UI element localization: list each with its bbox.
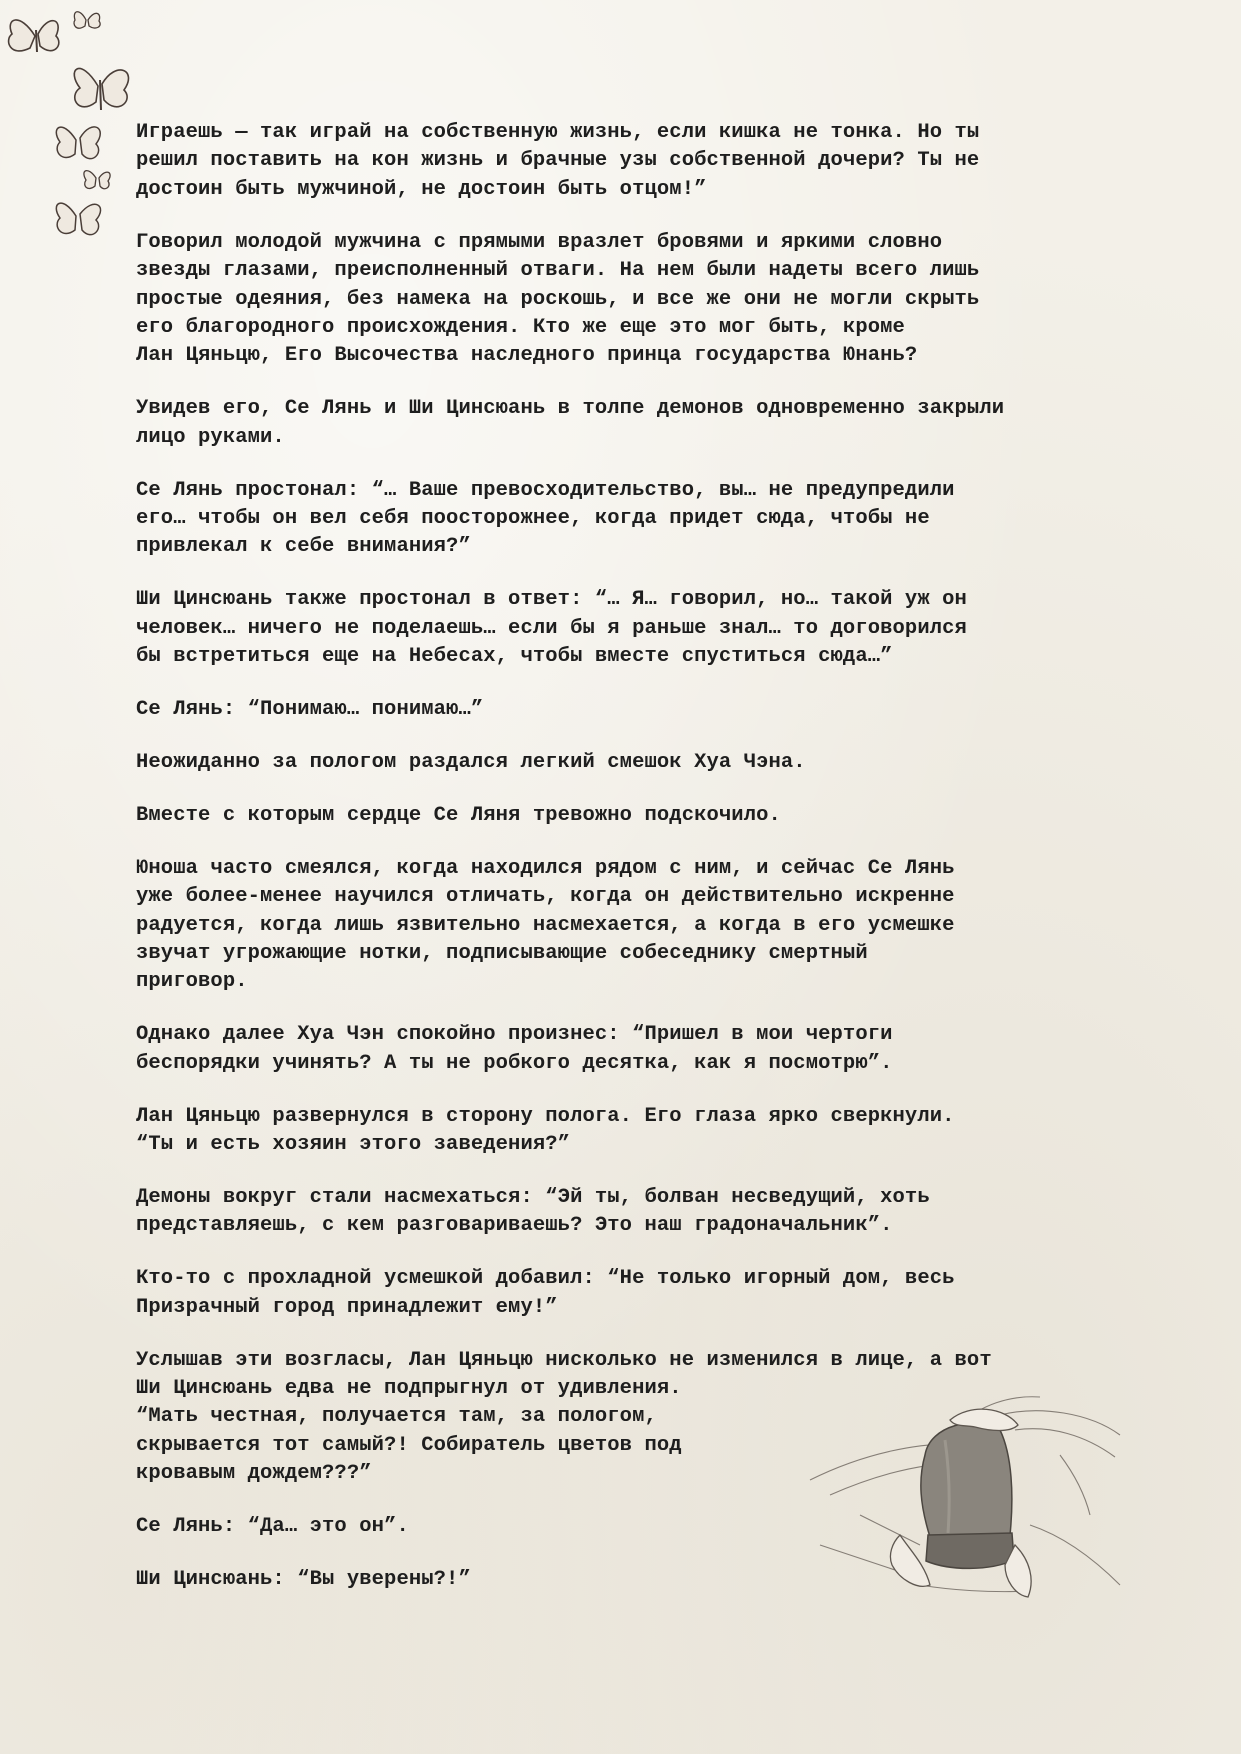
butterfly-icon [9,20,59,52]
text-line: Се Лянь: “Понимаю… понимаю…” [136,698,484,721]
text-line: радуется, когда лишь язвительно насмехается, а когда в его усмешке [136,913,955,937]
text-line: Говорил молодой мужчина с прямыми вразлет бровями и яркими словно [136,230,943,254]
text-line: приговор. [136,970,248,994]
paragraph [136,1103,1122,1160]
text-line: скрывается тот самый?! Собиратель цветов под [136,1433,682,1457]
paragraph [136,395,1122,452]
paragraph [136,696,1122,724]
paragraph [136,855,1122,997]
text-line: Демоны вокруг стали насмехаться: “Эй ты, болван несведущий, хоть [136,1185,930,1209]
paragraph [136,1184,1122,1241]
text-line: Ши Цинсюань едва не подпрыгнул от удивления. [136,1376,682,1400]
text-line: Услышав эти возгласы, Лан Цяньцю нисколько не изменился в лице, а вот [136,1348,992,1372]
paragraph [136,477,1122,562]
butterfly-icon [74,69,128,110]
butterfly-icon [56,203,100,235]
paragraph [136,586,1122,671]
paragraph [136,119,1122,204]
hands-cup-sketch-icon [800,1385,1130,1605]
text-line: звучат угрожающие нотки, подписывающие собеседнику смертный [136,941,868,965]
text-line: Се Лянь: “Да… это он”. [136,1515,409,1539]
text-line: его благородного происхождения. Кто же еще это мог быть, кроме [136,315,905,339]
butterfly-icon [84,171,110,189]
text-line: Вместе с которым сердце Се Ляня тревожно подскочило. [136,803,781,827]
text-line: Се Лянь простонал: “… Ваше превосходительство, вы… не предупредили [136,478,955,502]
butterfly-icon [74,12,100,28]
text-line: “Мать честная, получается там, за пологом, [136,1405,657,1429]
text-line: “Ты и есть хозяин этого заведения?” [136,1132,571,1156]
text-line: Однако далее Хуа Чэн спокойно произнес: “Пришел в мои чертоги [136,1023,893,1047]
text-line: Призрачный город принадлежит ему!” [136,1295,558,1319]
text-line: Лан Цяньцю развернулся в сторону полога. Его глаза ярко сверкнули. [136,1104,955,1128]
butterfly-icon [56,127,100,159]
text-line: Ши Цинсюань: “Вы уверены?!” [136,1567,471,1591]
text-line: Кто-то с прохладной усмешкой добавил: “Не только игорный дом, весь [136,1267,955,1291]
text-line: Ши Цинсюань также простонал в ответ: “… Я… говорил, но… такой уж он [136,588,967,612]
text-line: простые одеяния, без намека на роскошь, и все же они не могли скрыть [136,287,980,311]
text-line: его… чтобы он вел себя поосторожнее, когда придет сюда, чтобы не [136,506,930,530]
text-line: бы встретиться еще на Небесах, чтобы вместе спуститься сюда…” [136,645,893,669]
paragraph [136,1265,1122,1322]
text-line: кровавым дождем???” [136,1462,372,1486]
text-line: Юноша часто смеялся, когда находился рядом с ним, и сейчас Се Лянь [136,856,955,880]
text-line: уже более-менее научился отличать, когда он действительно искренне [136,885,955,909]
text-line: привлекал к себе внимания?” [136,535,471,559]
text-line: звезды глазами, преисполненный отваги. На нем были надеты всего лишь [136,259,980,283]
paragraph [136,802,1122,830]
text-line: решил поставить на кон жизнь и брачные узы собственной дочери? Ты не [136,149,980,173]
paragraph [136,749,1122,777]
text-line: Играешь — так играй на собственную жизнь, если кишка не тонка. Но ты [136,121,980,144]
paragraph [136,1021,1122,1078]
text-line: Лан Цяньцю, Его Высочества наследного принца государства Юнань? [136,344,918,368]
text-line: лицо руками. [136,425,285,449]
text-line: представляешь, с кем разговариваешь? Это наш градоначальник”. [136,1214,893,1238]
text-line: Увидев его, Се Лянь и Ши Цинсюань в толпе демонов одновременно закрыли [136,397,1005,421]
text-line: человек… ничего не поделаешь… если бы я раньше знал… то договорился [136,616,967,640]
text-line: достоин быть мужчиной, не достоин быть отцом!” [136,177,707,201]
text-line: Неожиданно за пологом раздался легкий смешок Хуа Чэна. [136,750,806,774]
paragraph [136,229,1122,371]
text-line: беспорядки учинять? А ты не робкого десятка, как я посмотрю”. [136,1051,893,1075]
